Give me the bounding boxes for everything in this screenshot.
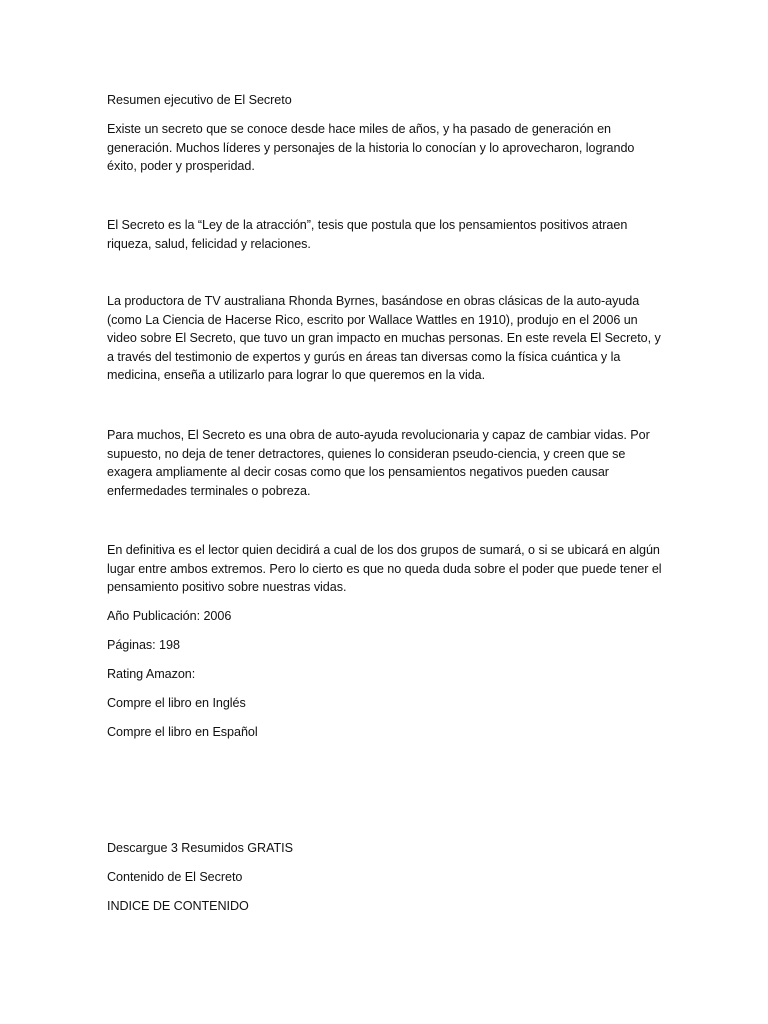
publication-year: Año Publicación: 2006 <box>107 609 232 623</box>
buy-english-link[interactable]: Compre el libro en Inglés <box>107 696 246 710</box>
paragraph-producer: La productora de TV australiana Rhonda Byrnes, basándose en obras clásicas de la auto-ayuda (como La Ciencia de Hacerse Rico, escrito por Wallace Wattles en 1910), produjo en el 2006 un video sobre El Secreto, que tuvo un gran impacto en muchas personas. En este revela El Secreto, y a través del testimonio de expertos y gurús en áreas tan diversas como la física cuántica y la medicina, enseña a utilizarlo para lograr lo que queremos en la vida. <box>107 294 661 383</box>
paragraph-opinions: Para muchos, El Secreto es una obra de auto-ayuda revolucionaria y capaz de cambiar vidas. Por supuesto, no deja de tener detractores, quienes lo consideran pseudo-ciencia, y creen que se exagera ampliamente al decir cosas como que los pensamientos negativos pueden causar enfermedades terminales o pobreza. <box>107 428 650 498</box>
index-heading: INDICE DE CONTENIDO <box>107 899 249 913</box>
buy-spanish-link[interactable]: Compre el libro en Español <box>107 725 258 739</box>
download-summaries-link[interactable]: Descargue 3 Resumidos GRATIS <box>107 841 293 855</box>
paragraph-intro: Existe un secreto que se conoce desde hace miles de años, y ha pasado de generación en generación. Muchos líderes y personajes de la historia lo conocían y lo aprovecharon, logrando éxito, poder y prosperidad. <box>107 122 635 174</box>
paragraph-conclusion: En definitiva es el lector quien decidirá a cual de los dos grupos de sumará, o si se ubicará en algún lugar entre ambos extremos. Pero lo cierto es que no queda duda sobre el poder que puede tener el pensamiento positivo sobre nuestras vidas. <box>107 543 662 595</box>
document-heading: Resumen ejecutivo de El Secreto <box>107 93 292 107</box>
paragraph-law-of-attraction: El Secreto es la “Ley de la atracción”, tesis que postula que los pensamientos positivos atraen riqueza, salud, felicidad y relaciones. <box>107 218 628 251</box>
contents-heading: Contenido de El Secreto <box>107 870 243 884</box>
amazon-rating: Rating Amazon: <box>107 667 196 681</box>
page-count: Páginas: 198 <box>107 638 180 652</box>
